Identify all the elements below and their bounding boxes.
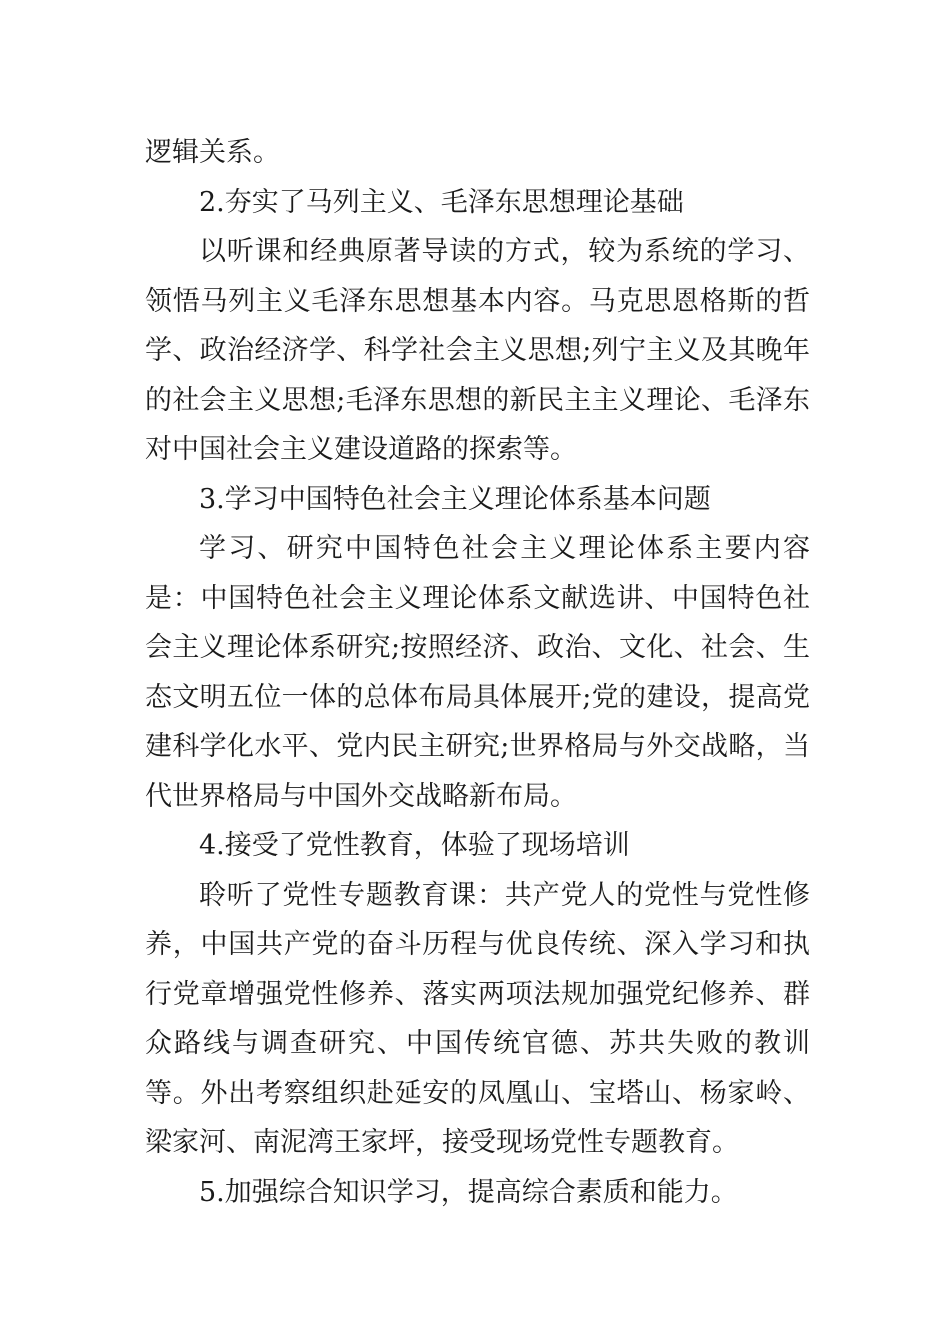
document-body — [145, 128, 810, 1217]
section-heading-4: 4.接受了党性教育，体验了现场培训 — [199, 830, 630, 861]
section-heading-3: 3.学习中国特色社会主义理论体系基本问题 — [199, 483, 711, 515]
paragraph-continuation: 逻辑关系。 — [145, 137, 280, 168]
paragraph-3-body: 学习、研究中国特色社会主义理论体系主要内容是：中国特色社会主义理论体系文献选讲、中国特色社会主义理论体系研究;按照经济、政治、文化、社会、生态文明五位一体的总体布局具体展开;党的建设，提高党建科学化水平、党内民主研究;世界格局与外交战略，当代世界格局与中国外交战略新布局。 — [145, 533, 810, 812]
paragraph-2-body: 以听课和经典原著导读的方式，较为系统的学习、领悟马列主义毛泽东思想基本内容。马克思恩格斯的哲学、政治经济学、科学社会主义思想;列宁主义及其晚年的社会主义思想;毛泽东思想的新民主主义理论、毛泽东对中国社会主义建设道路的探索等。 — [145, 236, 810, 465]
section-heading-5: 5.加强综合知识学习，提高综合素质和能力。 — [199, 1176, 738, 1208]
paragraph-4-body: 聆听了党性专题教育课：共产党人的党性与党性修养，中国共产党的奋斗历程与优良传统、深入学习和执行党章增强党性修养、落实两项法规加强党纪修养、群众路线与调查研究、中国传统官德、苏共失败的教训等。外出考察组织赴延安的凤凰山、宝塔山、杨家岭、梁家河、南泥湾王家坪，接受现场党性专题教育。 — [145, 879, 810, 1158]
section-heading-2: 2.夯实了马列主义、毛泽东思想理论基础 — [199, 186, 684, 218]
